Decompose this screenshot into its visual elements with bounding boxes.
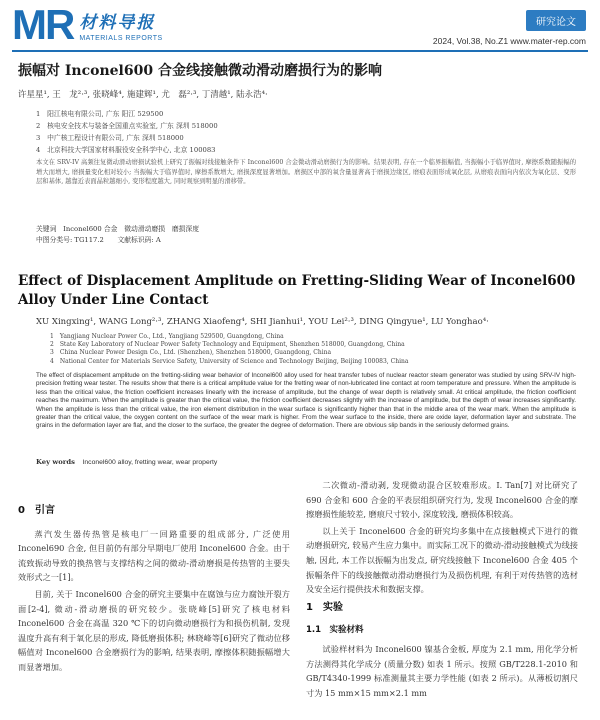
chinese-abstract: 本文在 SRV-IV 高频往复微动滑动磨损试验机上研究了振幅对线接触条件下 Inconel600 合金微动滑动磨损行为的影响。结果表明, 存在一个临界振幅值, 当振幅小于临界值时, 摩擦系数随振幅的增大而增大, 磨损量变化相对较小; 当振幅大于临界值时, 摩擦系数增大, 磨损深度显著增加。磨损区中部的氧含量显著高于磨损边缘区, 磨痕表面形成氧化层, 从磨痕表面向内依次为氧化层、变形层和基体, 越靠近表面晶粒越细小, 变形程度越大, 同时观察到明显的滑移带。 — [36, 159, 576, 185]
affiliation-line: 1 Yangjiang Nuclear Power Co., Ltd., Yangjiang 529500, Guangdong, China — [50, 333, 284, 340]
english-keywords-block — [36, 458, 217, 466]
body-paragraph: 以上关于 Inconel600 合金的研究均多集中在点接触模式下进行的微动磨损研究, 较易产生应力集中。而实际工况下的微动-滑动接触模式为线接触, 因此, 本工作以振幅为出发点, 研究线接触下 Inconel600 合金 405 个振幅条件下的线接触微动滑动磨损行为及损伤机理, 有利于对传热管的选材及安全运行提供技术和数据支撑。 — [306, 525, 578, 595]
journal-header — [0, 0, 600, 62]
keywords-label: Key words — [36, 458, 75, 466]
affiliation-line: 3 China Nuclear Power Design Co., Ltd. (Shenzhen), Shenzhen 518000, Guangdong, China — [50, 349, 332, 357]
logo-text — [79, 8, 162, 42]
issue-info: 2024, Vol.38, No.Z1 www.mater-rep.com — [432, 36, 586, 46]
body-paragraph: 目前, 关于 Inconel600 合金的研究主要集中在腐蚀与应力腐蚀开裂方面[2-4], 微动-滑动磨损的研究较少。张晓峰[5]研究了核电材料 Inconel600 合金在高温 320 ℃下的切向微动磨损行为和损伤机制, 发现温度升高有利于氧化层的形成, 降低磨损体积; 林晓峰等[6]研究了微动位移幅值对 Inconel600 合金磨损行为的影响, 结果表明, 摩擦体积随振幅增大而显著增加。 — [18, 588, 290, 672]
body-right-column — [306, 478, 578, 702]
affiliation-line: 3 中广核工程设计有限公司, 广东 深圳 518000 — [36, 134, 184, 142]
chinese-keywords: 关键词 Inconel600 合金 微动滑动磨损 磨损深度 — [36, 225, 200, 233]
abstract-lead-word: The — [36, 372, 47, 379]
intro-heading: 0 引言 — [18, 505, 55, 516]
chinese-title: 振幅对 Inconel600 合金线接触微动滑动磨损行为的影响 — [18, 63, 382, 79]
affiliation-line: 2 State Key Laboratory of Nuclear Power Safety Technology and Equipment, Shenzhen 518000, Guangdong, China — [50, 341, 405, 349]
abstract-text: effect of displacement amplitude on the fretting-sliding wear behavior of Inconel600 alloy used for heat transfer tubes of nuclear reactor steam generator was studied by using SRV-IV high-precision fretting wear tester. The results show that there is a critical amplitude value for the fretting wear of non-lubricated line contact at room temperature and pressure. When the amplitude is less than the critical value, the friction coefficient increases linearly with the increase of amplitude, but the change of wear depth is relatively small. At critical amplitude, the friction coefficient reaches the maximum. When the amplitude is greater than the critical value, the friction coefficient decreases slightly with the increase of amplitude, but the depth of wear increases significantly. When the amplitude is less than the critical value, the iron element distribution in the wear surface is significantly higher than that in the middle area of the wear mark. When the amplitude is greater than the critical value, the oxygen content on the surface of the wear mark is higher. From the wear surface to the inside, there are oxide layer, deformation layer and substrate. The grains in the deformation layer are flat, and the closer to the surface, the greater the degree of deformation. There are obvious slip bands in the seriously deformed grains. — [36, 372, 576, 430]
materials-subheading: 1.1 实验材料 — [306, 625, 364, 636]
english-affiliations — [50, 333, 408, 366]
affiliation-line: 2 核电安全技术与装备全国重点实验室, 广东 深圳 518000 — [36, 122, 218, 130]
logo-mark: MR — [12, 1, 74, 48]
affiliation-line: 1 阳江核电有限公司, 广东 阳江 529500 — [36, 110, 164, 118]
body-paragraph: 二次微动-滑动剥, 发现微动混合区较难形成。I. Tan[7] 对比研究了 690 合金和 600 合金的平表层组织研究行为, 发现 Inconel600 合金的摩擦磨损性能较差, 磨痕尺寸较小, 深度较浅, 磨损体积较高。 — [306, 480, 578, 520]
english-title: Effect of Displacement Amplitude on Fretting-Sliding Wear of Inconel600 Alloy Under Line Contact — [18, 273, 576, 308]
classification-number: 中图分类号: TG117.2 文献标识码: A — [36, 236, 161, 244]
logo-english-name: MATERIALS REPORTS — [79, 35, 163, 42]
chinese-affiliations — [36, 108, 218, 156]
english-authors: XU Xingxing¹, WANG Long²·³, ZHANG Xiaofeng⁴, SHI Jianhui¹, YOU Lei²·³, DING Qingyue¹, LU Yonghao⁴· — [36, 317, 489, 327]
chinese-keywords-block — [36, 224, 199, 246]
english-abstract — [36, 372, 576, 431]
journal-logo — [12, 1, 163, 48]
header-divider — [12, 50, 588, 52]
section-tag: 研究论文 — [526, 10, 586, 31]
affiliation-line: 4 北京科技大学国家材料服役安全科学中心, 北京 100083 — [36, 146, 216, 154]
affiliation-line: 4 National Center for Materials Service Safety, University of Science and Technology Beijing, Beijing 100083, China — [50, 357, 409, 365]
body-paragraph: 蒸汽发生器传热管是核电厂一回路重要的组成部分, 广泛使用 Inconel690 合金, 但目前仍有部分早期电厂使用 Inconel600 合金。由于流致振动导致的换热管与支撑结构之间的微动-滑动磨损是传热管的主要失效形式之一[1]。 — [18, 528, 290, 583]
body-left-column — [18, 500, 290, 677]
english-keywords: Inconel600 alloy, fretting wear, wear property — [82, 459, 218, 466]
logo-chinese-name: 材料导报 — [79, 13, 156, 33]
body-paragraph: 试验样材料为 Inconel600 镍基合金板, 厚度为 2.1 mm, 用化学分析方法测得其化学成分 (质量分数) 如表 1 所示。按照 GB/T228.1-2010 和 GB/T4340-1999 标准测量其主要力学性能 (如表 2 所示)。从薄板切割尺寸为 15 mm×15 mm×2.1 mm — [306, 643, 578, 698]
experiment-heading: 1 实验 — [306, 601, 343, 613]
chinese-authors: 许星星¹, 王 龙²·³, 张晓峰⁴, 施建辉¹, 尤 磊²·³, 丁清越¹, 陆永浩⁴· — [18, 90, 268, 100]
